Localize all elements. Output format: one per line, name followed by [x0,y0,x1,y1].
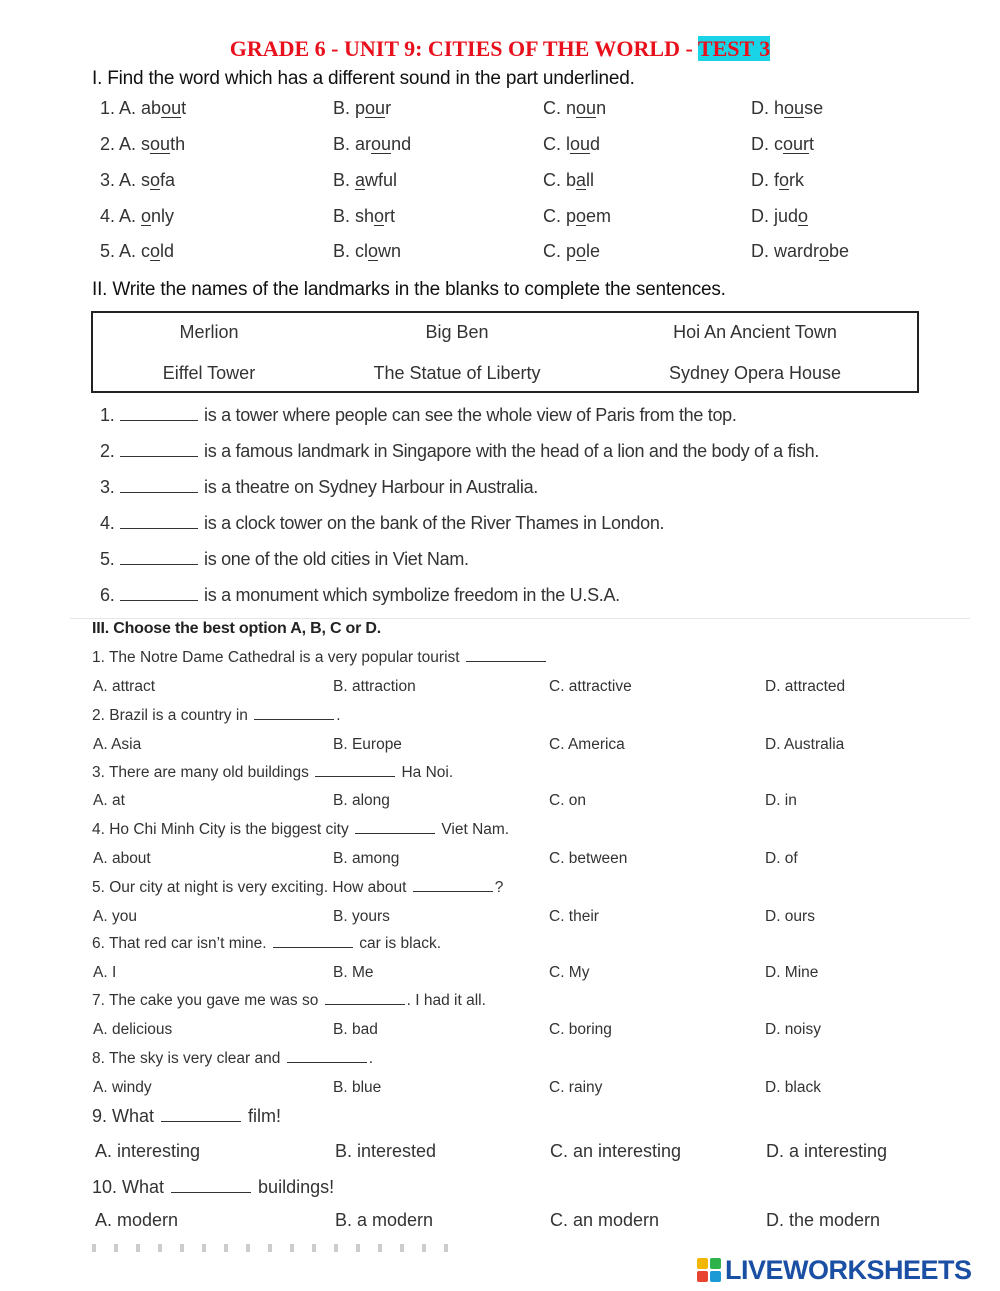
part3-option[interactable]: B. interested [335,1141,437,1161]
option-word-end: nly [151,206,175,226]
part3-option[interactable]: D. Australia [765,736,845,753]
option-underlined-part: o [576,241,587,261]
question-text-end: car is black. [354,935,442,952]
option-word-end: d [590,134,601,154]
part2-heading: II. Write the names of the landmarks in the blanks to complete the sentences. [92,279,726,300]
part1-option[interactable] [100,170,175,191]
option-underlined-part: o [150,170,161,190]
part3-question [92,879,503,897]
word-merlion: Merlion [179,322,239,342]
part1-option[interactable] [751,241,849,262]
part1-option[interactable] [333,134,411,155]
part3-option[interactable]: D. Mine [765,964,819,981]
part1-question-row [0,170,1000,198]
option-underlined-part: o [576,206,587,226]
option-underlined-part: a [355,170,366,190]
part3-option[interactable]: D. in [765,792,797,809]
logo-mark-icon [697,1258,721,1282]
cut-off-text [92,1244,452,1252]
option-label: C. [543,98,567,118]
part3-option[interactable]: A. attract [93,678,156,695]
option-word-start: s [141,134,151,154]
part1-heading: I. Find the word which has a different sound in the part underlined. [92,68,635,89]
liveworksheets-logo[interactable] [697,1255,972,1285]
part1-option[interactable] [100,134,185,155]
answer-blank[interactable] [120,514,198,529]
option-label: 1. A. [100,98,142,118]
part3-question [92,1050,373,1068]
option-underlined-part: ou [161,98,182,118]
option-label: B. [333,98,356,118]
option-underlined-part: ou [150,134,171,154]
option-underlined-part: o [798,206,809,226]
option-word-start: n [566,98,577,118]
part3-option[interactable]: B. Me [333,964,374,981]
part1-question-row [0,241,1000,269]
part3-option[interactable]: A. delicious [93,1021,173,1038]
option-word-start: ab [141,98,162,118]
part3-option[interactable]: A. modern [95,1210,179,1230]
part2-sentence [100,405,737,426]
part1-option[interactable] [333,206,395,227]
part2-sentence [100,477,538,498]
option-word-end: ld [160,241,175,261]
option-label: 3. A. [100,170,142,190]
part2-sentence [100,585,620,606]
sentence-number: 6. [100,585,115,605]
option-word-end: wn [378,241,402,261]
title-main: GRADE 6 - UNIT 9: CITIES OF THE WORLD - [229,36,698,61]
part1-option[interactable] [751,206,808,227]
option-word-end: th [170,134,186,154]
part3-option[interactable]: A. Asia [93,736,142,753]
part3-option[interactable]: D. black [765,1079,821,1096]
part3-option[interactable]: C. an interesting [550,1141,682,1161]
option-label: 2. A. [100,134,142,154]
option-underlined-part: o [150,241,161,261]
question-text: 6. That red car isn’t mine. [92,935,271,952]
part1-option[interactable] [543,241,600,262]
answer-blank[interactable] [171,1180,251,1193]
part3-option[interactable]: A. interesting [95,1141,201,1161]
part3-option[interactable]: D. of [765,850,798,867]
answer-blank[interactable] [254,707,334,720]
answer-blank[interactable] [325,992,405,1005]
part3-option[interactable]: D. noisy [765,1021,821,1038]
question-text-end: ? [494,879,504,896]
option-word-start: jud [774,206,799,226]
word-sydney-opera-house: Sydney Opera House [668,363,842,383]
answer-blank[interactable] [161,1109,241,1122]
option-label: D. [751,170,775,190]
part3-option[interactable]: C. their [549,908,599,925]
part3-option[interactable]: C. attractive [549,678,632,695]
answer-blank[interactable] [413,879,493,892]
option-word-start: p [355,98,366,118]
option-word-end: fa [160,170,176,190]
sentence-number: 5. [100,549,115,569]
part3-option[interactable]: D. the modern [766,1210,881,1230]
option-underlined-part: o [141,206,152,226]
question-text: 10. What [92,1177,170,1197]
part3-option[interactable]: A. you [93,908,137,925]
question-text-end: Viet Nam. [437,821,510,838]
logo-text: LIVEWORKSHEETS [725,1254,972,1285]
answer-blank[interactable] [355,821,435,834]
part1-question-row [0,134,1000,162]
word-statue-of-liberty: The Statue of Liberty [373,363,541,383]
part1-option[interactable] [751,134,814,155]
question-text: 9. What [92,1106,160,1126]
part3-option[interactable]: C. America [549,736,625,753]
option-label: 4. A. [100,206,142,226]
answer-blank[interactable] [120,478,198,493]
question-text-end: Ha Noi. [397,764,454,781]
option-label: D. [751,134,775,154]
part1-option[interactable] [100,98,186,119]
part3-option[interactable]: D. a interesting [766,1141,888,1161]
part3-question [92,935,441,953]
sentence-text: is a clock tower on the bank of the River Thames in London. [204,513,665,533]
part2-sentence [100,441,819,462]
part3-option[interactable]: A. windy [93,1079,152,1096]
option-label: C. [543,206,567,226]
title-highlight: TEST 3 [697,36,771,61]
answer-blank[interactable] [466,649,546,662]
sentence-number: 2. [100,441,115,461]
option-label: C. [543,134,567,154]
part3-option[interactable]: B. Europe [333,736,402,753]
option-underlined-part: o [819,241,830,261]
question-text-end: . [368,1050,373,1067]
option-underlined-part: our [783,134,810,154]
part3-option[interactable]: C. an modern [550,1210,660,1230]
part1-option[interactable] [543,98,606,119]
option-word-end: t [809,134,815,154]
option-word-end: rk [789,170,805,190]
option-word-end: em [586,206,612,226]
sentence-text: is one of the old cities in Viet Nam. [204,549,469,569]
sentence-text: is a tower where people can see the whole view of Paris from the top. [204,405,737,425]
option-word-end: t [181,98,187,118]
answer-blank[interactable] [120,406,198,421]
part3-option[interactable]: D. attracted [765,678,846,695]
option-word-start: ar [355,134,372,154]
answer-blank[interactable] [120,550,198,565]
part1-option[interactable] [543,206,611,227]
part3-option[interactable]: B. attraction [333,678,416,695]
option-label: B. [333,170,356,190]
option-label: B. [333,241,356,261]
worksheet-title [0,36,1000,62]
sentence-text: is a theatre on Sydney Harbour in Australia. [204,477,538,497]
word-hoi-an: Hoi An Ancient Town [673,322,837,342]
section-divider [70,618,970,619]
option-word-start: sh [355,206,375,226]
option-word-start: c [774,134,784,154]
part3-option[interactable]: C. between [549,850,628,867]
option-label: 5. A. [100,241,142,261]
part3-question [92,1177,334,1198]
option-label: B. [333,134,356,154]
option-underlined-part: ou [784,98,805,118]
option-underlined-part: ou [570,134,591,154]
part3-question [92,1106,281,1127]
option-word-start: p [566,241,577,261]
part3-option[interactable]: A. at [93,792,125,809]
part3-question [92,992,486,1010]
question-text: 5. Our city at night is very exciting. How about [92,879,411,896]
part3-option[interactable]: D. ours [765,908,815,925]
part3-option[interactable]: B. a modern [335,1210,434,1230]
question-text: 3. There are many old buildings [92,764,314,781]
option-word-end: ll [586,170,595,190]
question-text: 1. The Notre Dame Cathedral is a very popular tourist [92,649,464,666]
option-word-end: le [586,241,601,261]
option-label: B. [333,206,356,226]
part3-option[interactable]: C. boring [549,1021,612,1038]
part1-option[interactable] [751,170,804,191]
part3-option[interactable]: C. on [549,792,587,809]
option-label: D. [751,98,775,118]
option-label: D. [751,206,775,226]
question-text-end: buildings! [253,1177,335,1197]
option-word-start: s [141,170,151,190]
option-word-end: wful [365,170,398,190]
part1-question-row [0,98,1000,126]
option-underlined-part: ou [576,98,597,118]
option-underlined-part: o [368,241,379,261]
sentence-number: 1. [100,405,115,425]
sentence-text: is a famous landmark in Singapore with the head of a lion and the body of a fish. [204,441,820,461]
option-underlined-part: ou [371,134,392,154]
word-box [91,311,919,393]
part3-question [92,707,341,725]
part1-question-row [0,206,1000,234]
option-word-start: cl [355,241,369,261]
option-word-start: p [566,206,577,226]
part3-option[interactable]: C. rainy [549,1079,603,1096]
part1-option[interactable] [100,241,174,262]
option-word-start: b [566,170,577,190]
sentence-number: 4. [100,513,115,533]
answer-blank[interactable] [120,586,198,601]
option-label: C. [543,170,567,190]
part3-option[interactable]: B. blue [333,1079,382,1096]
option-underlined-part: o [374,206,385,226]
part3-question [92,821,509,839]
part3-question [92,649,548,667]
option-word-end: be [829,241,850,261]
answer-blank[interactable] [287,1050,367,1063]
question-text: 2. Brazil is a country in [92,707,253,724]
part3-option[interactable]: B. bad [333,1021,378,1038]
part1-option[interactable] [100,206,174,227]
option-word-start: c [141,241,151,261]
part1-option[interactable] [543,170,594,191]
sentence-text: is a monument which symbolize freedom in the U.S.A. [204,585,620,605]
question-text-end: . [336,707,341,724]
option-word-start: f [774,170,780,190]
option-word-start: h [774,98,785,118]
part1-option[interactable] [543,134,600,155]
part1-option[interactable] [333,170,397,191]
option-word-end: se [804,98,824,118]
option-word-end: r [385,98,392,118]
part1-option[interactable] [333,98,391,119]
part1-option[interactable] [751,98,823,119]
question-text-end: film! [243,1106,282,1126]
option-word-start: l [566,134,571,154]
part1-option[interactable] [333,241,401,262]
part2-sentence [100,549,469,570]
question-text: 4. Ho Chi Minh City is the biggest city [92,821,354,838]
word-eiffel-tower: Eiffel Tower [162,363,256,383]
answer-blank[interactable] [315,764,395,777]
option-underlined-part: o [779,170,790,190]
part3-option[interactable]: B. among [333,850,400,867]
sentence-number: 3. [100,477,115,497]
part3-heading: III. Choose the best option A, B, C or D. [92,620,381,637]
option-underlined-part: a [576,170,587,190]
part3-option[interactable]: A. about [93,850,151,867]
part3-option[interactable]: C. My [549,964,590,981]
option-label: D. [751,241,775,261]
answer-blank[interactable] [273,935,353,948]
option-underlined-part: ou [365,98,386,118]
part3-option[interactable]: B. yours [333,908,390,925]
part2-sentence [100,513,664,534]
option-word-end: rt [384,206,396,226]
question-text: 7. The cake you gave me was so [92,992,323,1009]
part3-question [92,764,453,782]
question-text: 8. The sky is very clear and [92,1050,285,1067]
part3-option[interactable]: B. along [333,792,390,809]
option-word-end: nd [391,134,412,154]
answer-blank[interactable] [120,442,198,457]
part3-option[interactable]: A. I [93,964,117,981]
question-text-end: . I had it all. [406,992,486,1009]
option-word-start: wardr [774,241,820,261]
word-big-ben: Big Ben [425,322,489,342]
option-label: C. [543,241,567,261]
option-word-end: n [596,98,607,118]
